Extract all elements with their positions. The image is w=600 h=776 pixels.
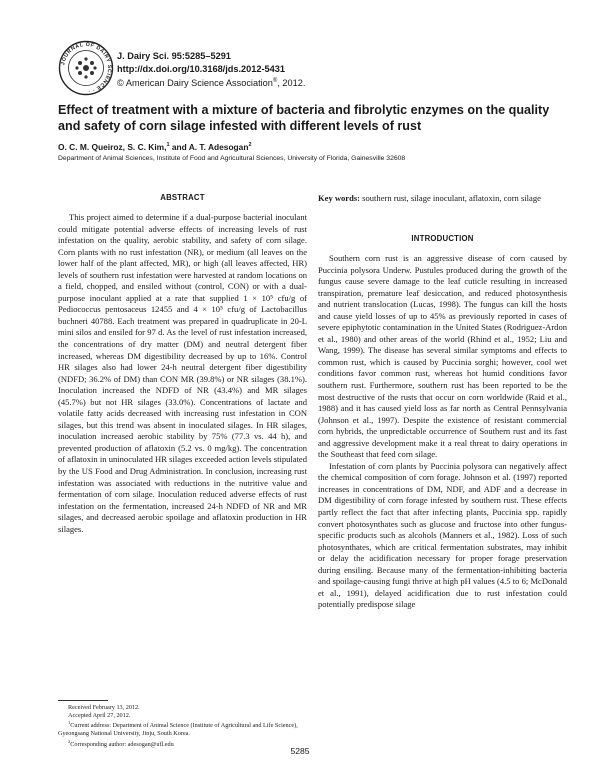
introduction-paragraph: Southern corn rust is an aggressive disease of corn caused by Puccinia polysora Underw. Pustules produced during the growth of the fungus cause severe damage to the leaf cuticle resulting in increased transpiration, premature leaf desiccation, and reduced photosynthesis and nutrient translocation (Lucas, 1998). The fungus can kill the hosts and cause yield losses of up to 45% as previously reported in cases of severe epiphytotic contamination in the United States (Rodriguez-Ardon et al., 1980) and other areas of the world (Rhind et al., 1952; Liu and Wang, 1999). The disease has several similar symptoms and effects to common rust, which is caused by Puccinia sorghi; however, cool wet conditions favor common rust, whereas hot humid conditions favor southern rust. Furthermore, southern rust has been reported to be the most destructive of the rusts that occur on corn worldwide (Raid et al., 1988) and it has caused yield loss as far north as Central Pennsylvania (Johnson et al., 1997). Despite the existence of resistant commercial corn hybrids, the unpredictable occurrence of Southern rust and its fast and aggressive development make it a real threat to dairy operations in the Southeast that feed corn silage. [318,253,567,460]
article-title: Effect of treatment with a mixture of bacteria and fibrolytic enzymes on the quality and safety of corn silage infested with different levels of rust [58,103,550,133]
svg-text:JOURNAL OF DAIRY SCIENCE · ·: JOURNAL OF DAIRY SCIENCE · · [60,41,113,94]
abstract-body [58,212,307,535]
keywords [318,193,567,205]
accepted-date: Accepted April 27, 2012. [68,711,131,719]
copyright-line [117,75,417,90]
footnote-current-address: $^1$Current address: Department of Animal Science (Institute of Agricultural and Life Science), Gyeongsang National University, Jinju, South Korea. [58,720,298,738]
introduction-heading: INTRODUCTION [411,234,474,243]
abstract-paragraph: This project aimed to determine if a dual-purpose bacterial inoculant could mitigate potential adverse effects of increasing levels of rust infestation on the quality, aerobic stability, and safety of corn silage. Corn plants with no rust infestation (NR), or medium (all leaves on the lower half of the plant affected, MR), or high (all leaves affected, HR) levels of southern rust infestation were harvested at random locations on a field, chopped, and ensiled without (control, CON) or with a dual-purpose inoculant applied at a rate that supplied 1 × 10⁵ cfu/g of Pediococcus pentosaceus 12455 and 4 × 10⁵ cfu/g of Lactobacillus buchneri 40788. Each treatment was prepared in quadruplicate in 20-L mini silos and ensiled for 97 d. As the level of rust infestation increased, the concentrations of dry matter (DM) and neutral detergent fiber increased, whereas DM digestibility decreased by up to 16%. Control HR silages also had lower 24-h neutral detergent fiber digestibility (NDFD; 36.2% of DM) than CON MR (39.8%) or NR silages (38.1%). Inoculation increased the NDFD of NR (43.4%) and MR silages (45.7%) but not HR silages (33.0%). Concentrations of lactate and volatile fatty acids decreased with increasing rust infestation in CON silages, but this trend was absent in inoculated silages. In HR silages, inoculation increased aerobic stability by 75% (77.3 vs. 44 h), and prevented production of aflatoxin (5.2 vs. 0 mg/kg). The concentration of aflatoxin in uninoculated HR silages exceeded action levels stipulated by the US Food and Drug Administration. In conclusion, increasing rust infestation was associated with reductions in the nutritive value and fermentation of corn silage. Inoculation reduced adverse effects of rust infestation on the fermentation, increased 24-h NDFD of NR and MR silages, and decreased aerobic spoilage and aflatoxin production in HR silages. [58,212,307,534]
footnotes [58,704,307,749]
footnote-divider [58,700,108,701]
footnote-marker: 1 [68,720,71,726]
keywords-list: southern rust, silage inoculant, aflatoxin, corn silage [360,193,541,203]
journal-citation: J. Dairy Sci. 95:5285–5291 [117,51,231,61]
introduction-body [318,253,567,611]
author-list [58,142,252,152]
copyright-year: , 2012. [277,78,306,89]
page-number: 5285 [290,746,310,756]
footnote-marker: 2 [68,738,71,744]
doi-link[interactable]: http://dx.doi.org/10.3168/jds.2012-5431 [117,63,285,74]
author-name: O. C. M. Queiroz, [58,142,126,152]
journal-seal-logo [58,40,114,96]
footnote-corresponding-author: $^2$Corresponding author: adesogan@ufl.edu [68,738,174,748]
author-footnote-marker: 1 [166,142,170,149]
registered-mark: ® [272,78,278,84]
author-footnote-marker: 2 [248,142,252,149]
keywords-label: Key words: [318,193,361,203]
introduction-paragraph: Infestation of corn plants by Puccinia polysora can negatively affect the chemical composition of corn forage. Johnson et al. (1997) reported increases in concentrations of DM, NDF, and ADF and a decrease in DM digestibility of corn forage infested by southern rust. These effects partly reflect the fact that after infecting plants, Puccinia spp. rapidly convert photosynthates such as glucose and fructose into other fungus-specific products such as alcohols (Manners et al., 1982). Loss of such photosynthates, which are critical fermentation substrates, may inhibit or delay the acidification necessary for proper forage preservation during ensiling. Because many of the fermentation-inhibiting bacteria and spoilage-causing fungi thrive at high pH values (4.5 to 6; McDonald et al., 1991), delayed acidification due to rust infestation could potentially predispose silage [318,460,567,610]
author-name: and A. T. Adesogan [171,142,249,152]
copyright-text: © American Dairy Science Association [117,78,273,89]
author-affiliation: Department of Animal Sciences, Institute of Food and Agricultural Sciences, University of Florida, Gainesville 32608 [58,155,406,162]
abstract-heading: ABSTRACT [160,193,205,202]
author-name: S. C. Kim, [127,142,167,152]
journal-header [117,50,417,90]
received-date: Received February 13, 2012. [68,704,140,711]
